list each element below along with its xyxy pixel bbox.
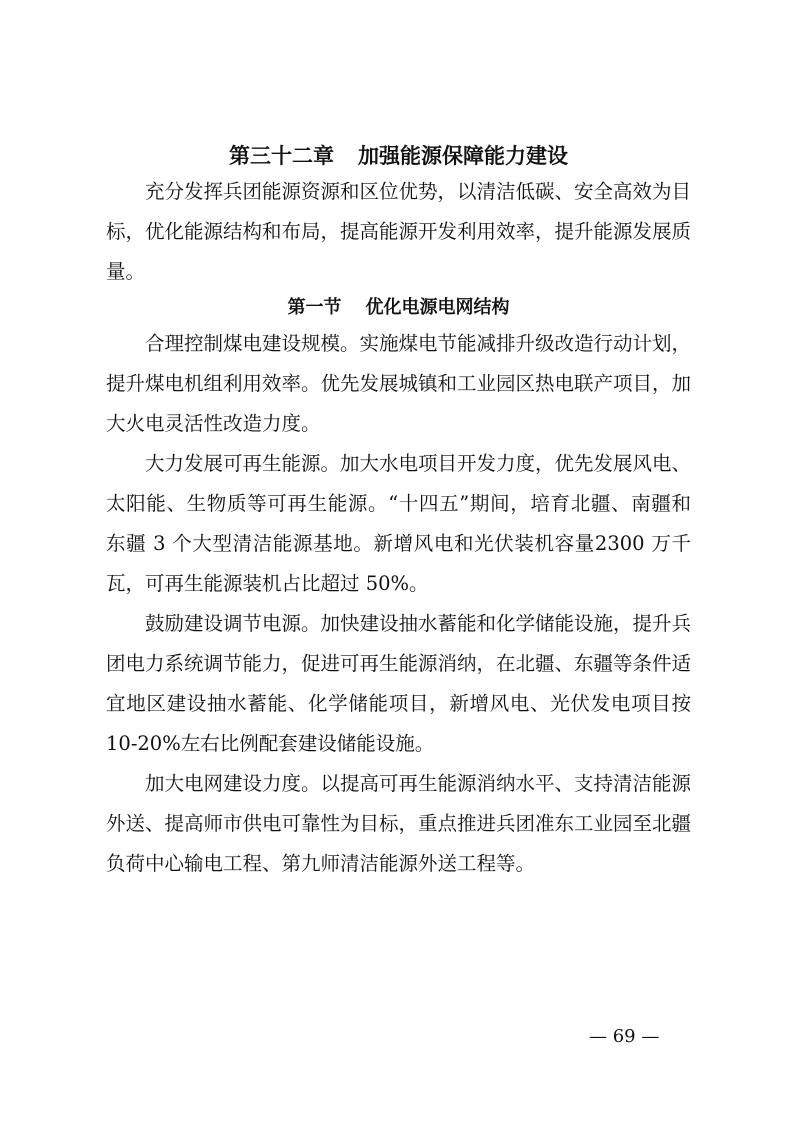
page-number: — 69 — [589, 1026, 660, 1047]
chapter-title: 加强能源保障能力建设 [358, 144, 568, 168]
section-number: 第一节 [287, 297, 342, 318]
paragraph-renewable-energy: 大力发展可再生能源。加大水电项目开发力度，优先发展风电、太阳能、生物质等可再生能源。“十四五”期间，培育北疆、南疆和东疆 3 个大型清洁能源基地。新增风电和光伏装机容量2300 万千瓦，可再生能源装机占比超过 50%。 [106, 452, 692, 595]
chapter-number: 第三十二章 [229, 144, 334, 168]
paragraph-regulating-power: 鼓励建设调节电源。加快建设抽水蓄能和化学储能设施，提升兵团电力系统调节能力，促进可再生能源消纳，在北疆、东疆等条件适宜地区建设抽水蓄能、化学储能项目，新增风电、光伏发电项目按 10-20%左右比例配套建设储能设施。 [106, 612, 692, 755]
paragraph-grid-construction: 加大电网建设力度。以提高可再生能源消纳水平、支持清洁能源外送、提高师市供电可靠性为目标，重点推进兵团准东工业园至北疆负荷中心输电工程、第九师清洁能源外送工程等。 [106, 772, 692, 875]
chapter-heading [106, 140, 691, 172]
page-content [106, 140, 691, 884]
section-title: 优化电源电网结构 [365, 297, 510, 318]
section-heading [106, 292, 691, 324]
chapter-intro-paragraph: 充分发挥兵团能源资源和区位优势，以清洁低碳、安全高效为目标，优化能源结构和布局，提高能源开发利用效率，提升能源发展质量。 [106, 180, 692, 283]
paragraph-coal-power: 合理控制煤电建设规模。实施煤电节能减排升级改造行动计划，提升煤电机组利用效率。优先发展城镇和工业园区热电联产项目，加大火电灵活性改造力度。 [106, 332, 692, 435]
